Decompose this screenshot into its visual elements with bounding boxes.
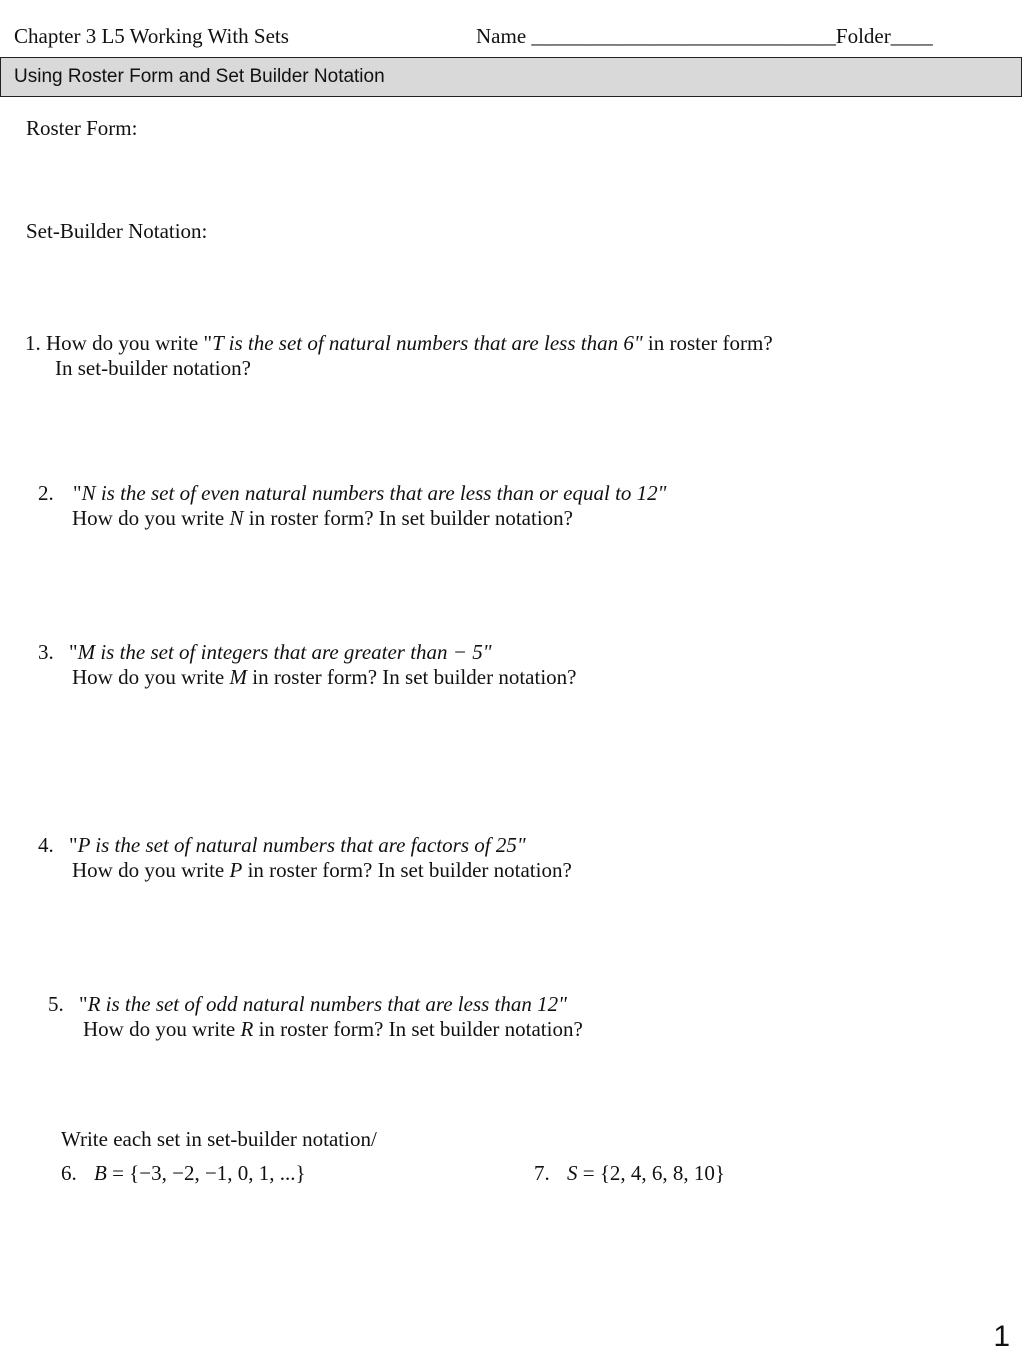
exercise-item-7 [534,1160,725,1186]
question-number: 4. [38,833,54,857]
set-variable: P [229,858,243,882]
question-5 [48,991,567,1017]
exercise-number: 6. [61,1161,77,1185]
question-prompt-end: in roster form? In set builder notation? [246,665,577,689]
set-variable: R [240,1017,254,1041]
quote-mark: " [69,833,78,857]
question-4-line2 [72,857,572,883]
set-variable: B [94,1161,107,1185]
section-header-bar [0,57,1022,97]
question-statement: T is the set of natural numbers that are less than 6" [212,331,643,355]
page-number: 1 [993,1320,1010,1353]
question-statement: M is the set of integers that are greater than − 5" [77,640,492,664]
question-2-line2 [72,505,573,531]
question-prompt-end: in roster form? In set builder notation? [242,858,572,882]
question-statement: R is the set of odd natural numbers that are less than 12" [87,992,567,1016]
question-number: 5. [48,992,64,1016]
question-2 [38,480,667,506]
worksheet-title: Chapter 3 L5 Working With Sets [14,24,289,48]
question-text-post: in roster form? [642,331,773,355]
question-prompt: How do you write [83,1017,241,1041]
question-statement: P is the set of natural numbers that are factors of 25" [77,833,526,857]
question-number: 3. [38,640,54,664]
question-prompt-end: in roster form? In set builder notation? [253,1017,583,1041]
exercise-instruction: Write each set in set-builder notation/ [61,1127,377,1151]
question-3-line2 [72,664,576,690]
set-builder-label: Set-Builder Notation: [26,219,208,243]
exercise-item-6 [61,1160,306,1186]
name-folder-field: Name _____________________________Folder____ [476,24,933,48]
roster-form-label: Roster Form: [26,116,138,140]
set-variable: S [567,1161,578,1185]
question-number: 2. [38,481,54,505]
exercise-number: 7. [534,1161,550,1185]
set-expression: = {−3, −2, −1, 0, 1, ...} [106,1161,306,1185]
question-1 [25,330,773,356]
quote-mark: " [73,481,82,505]
question-3 [38,639,492,665]
question-1-line2: In set-builder notation? [55,356,251,380]
set-variable: M [229,665,247,689]
question-text-pre: How do you write " [46,331,213,355]
question-5-line2 [83,1016,583,1042]
question-4 [38,832,526,858]
question-prompt: How do you write [72,665,230,689]
section-title: Using Roster Form and Set Builder Notation [14,66,385,87]
question-statement: N is the set of even natural numbers that are less than or equal to 12" [81,481,667,505]
set-expression: = {2, 4, 6, 8, 10} [577,1161,726,1185]
quote-mark: " [69,640,78,664]
quote-mark: " [79,992,88,1016]
question-prompt: How do you write [72,506,230,530]
question-prompt: How do you write [72,858,230,882]
question-prompt-end: in roster form? In set builder notation? [243,506,573,530]
set-variable: N [229,506,244,530]
question-number: 1. [25,331,41,355]
